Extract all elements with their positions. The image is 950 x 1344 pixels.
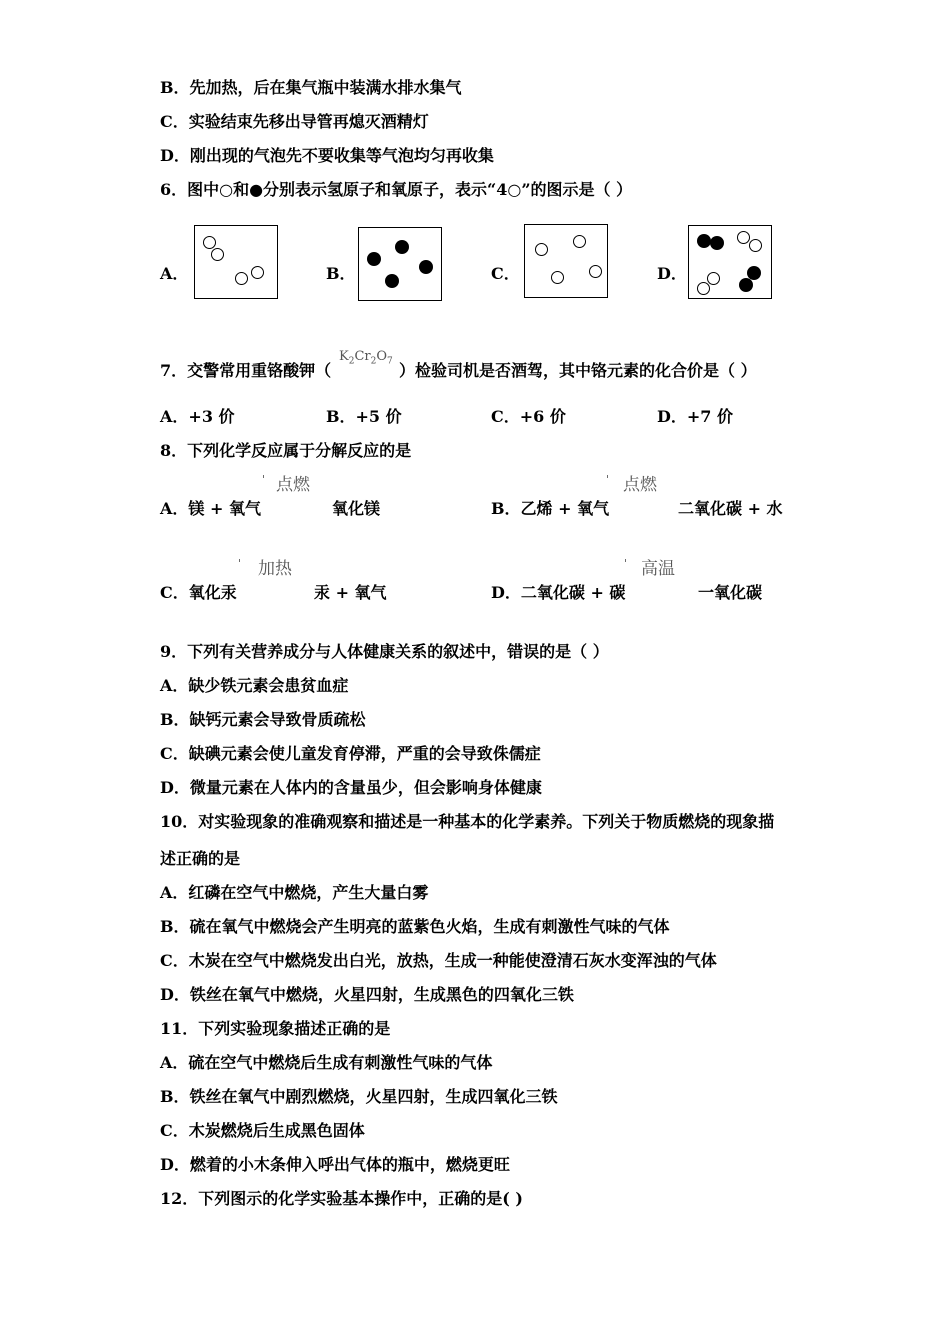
q5-option-d: D．刚出现的气泡先不要收集等气泡均匀再收集 (160, 146, 494, 165)
q9-option-b: B．缺钙元素会导致骨质疏松 (160, 710, 366, 729)
q8-c-tick: ' (238, 557, 242, 570)
q6-label-d: D． (657, 264, 687, 283)
hydrogen-atom (573, 235, 586, 248)
q10-option-a: A．红磷在空气中燃烧，产生大量白雾 (160, 883, 429, 902)
q6-diagram-b (358, 227, 442, 301)
hydrogen-atom (749, 239, 762, 252)
q7-stem-prefix: 7．交警常用重铬酸钾（ (160, 361, 332, 380)
q8-b-reactants: B．乙烯 + 氧气 (491, 499, 610, 518)
q7-formula: $K_2Cr_2O_7$ (339, 349, 393, 367)
oxygen-atom (739, 278, 753, 292)
q11-option-c: C．木炭燃烧后生成黑色固体 (160, 1121, 365, 1140)
hydrogen-atom (535, 243, 548, 256)
q8-b-product: 二氧化碳 + 水 (678, 499, 783, 518)
q6-label-c: C． (491, 264, 520, 283)
q6-label-a: A． (160, 264, 189, 283)
q9-option-d: D．微量元素在人体内的含量虽少，但会影响身体健康 (160, 778, 542, 797)
hydrogen-atom (707, 272, 720, 285)
q7-stem-suffix: ）检验司机是否酒驾，其中铬元素的化合价是（ ） (399, 361, 757, 380)
hydrogen-atom (589, 265, 602, 278)
q10-option-d: D．铁丝在氧气中燃烧，火星四射，生成黑色的四氧化三铁 (160, 985, 574, 1004)
q7-option-b: B．+5 价 (326, 407, 402, 426)
q6-diagram-c (524, 224, 608, 298)
hydrogen-atom (251, 266, 264, 279)
q8-c-reactants: C．氧化汞 (160, 583, 237, 602)
q7-option-a: A．+3 价 (160, 407, 235, 426)
q6-stem: 6．图中○和●分别表示氢原子和氧原子，表示“4○”的图示是（ ） (160, 180, 633, 199)
q6-label-b: B． (326, 264, 356, 283)
q8-b-condition: 点燃 (623, 475, 657, 495)
q10-option-c: C．木炭在空气中燃烧发出白光，放热，生成一种能使澄清石灰水变浑浊的气体 (160, 951, 717, 970)
oxygen-atom (697, 234, 711, 248)
q8-a-reactants: A．镁 + 氧气 (160, 499, 261, 518)
q8-d-tick: ' (624, 557, 628, 570)
q8-a-tick: ' (262, 473, 266, 486)
q5-option-b: B．先加热，后在集气瓶中装满水排水集气 (160, 78, 462, 97)
oxygen-atom (395, 240, 409, 254)
hydrogen-atom (697, 282, 710, 295)
q8-stem: 8．下列化学反应属于分解反应的是 (160, 441, 412, 460)
oxygen-atom (710, 236, 724, 250)
q11-option-a: A．硫在空气中燃烧后生成有刺激性气味的气体 (160, 1053, 493, 1072)
hydrogen-atom (211, 248, 224, 261)
q7-option-c: C．+6 价 (491, 407, 566, 426)
q6-diagram-d (688, 225, 772, 299)
oxygen-atom (419, 260, 433, 274)
q8-a-product: 氧化镁 (332, 499, 381, 518)
q9-option-c: C．缺碘元素会使儿童发育停滞，严重的会导致侏儒症 (160, 744, 541, 763)
q10-option-b: B．硫在氧气中燃烧会产生明亮的蓝紫色火焰，生成有刺激性气味的气体 (160, 917, 670, 936)
q5-option-c: C．实验结束先移出导管再熄灭酒精灯 (160, 112, 429, 131)
q10-stem-line2: 述正确的是 (160, 849, 241, 868)
q8-d-reactants: D．二氧化碳 + 碳 (491, 583, 626, 602)
oxygen-atom (367, 252, 381, 266)
hydrogen-atom (551, 271, 564, 284)
q11-option-d: D．燃着的小木条伸入呼出气体的瓶中，燃烧更旺 (160, 1155, 510, 1174)
q8-d-product: 一氧化碳 (698, 583, 763, 602)
q10-stem-line1: 10．对实验现象的准确观察和描述是一种基本的化学素养。下列关于物质燃烧的现象描 (160, 812, 775, 831)
q11-stem: 11．下列实验现象描述正确的是 (160, 1019, 391, 1038)
hydrogen-atom (235, 272, 248, 285)
q12-stem: 12．下列图示的化学实验基本操作中，正确的是( ) (160, 1189, 523, 1208)
hydrogen-atom (737, 231, 750, 244)
q6-diagram-a (194, 225, 278, 299)
q8-a-condition: 点燃 (276, 475, 310, 495)
hydrogen-atom (203, 236, 216, 249)
q8-c-condition: 加热 (258, 559, 292, 579)
q11-option-b: B．铁丝在氧气中剧烈燃烧，火星四射，生成四氧化三铁 (160, 1087, 558, 1106)
q8-b-tick: ' (606, 473, 610, 486)
q9-stem: 9．下列有关营养成分与人体健康关系的叙述中，错误的是（ ） (160, 642, 609, 661)
q9-option-a: A．缺少铁元素会患贫血症 (160, 676, 349, 695)
q8-c-product: 汞 + 氧气 (314, 583, 387, 602)
oxygen-atom (385, 274, 399, 288)
q7-option-d: D．+7 价 (657, 407, 733, 426)
q8-d-condition: 高温 (641, 559, 675, 579)
